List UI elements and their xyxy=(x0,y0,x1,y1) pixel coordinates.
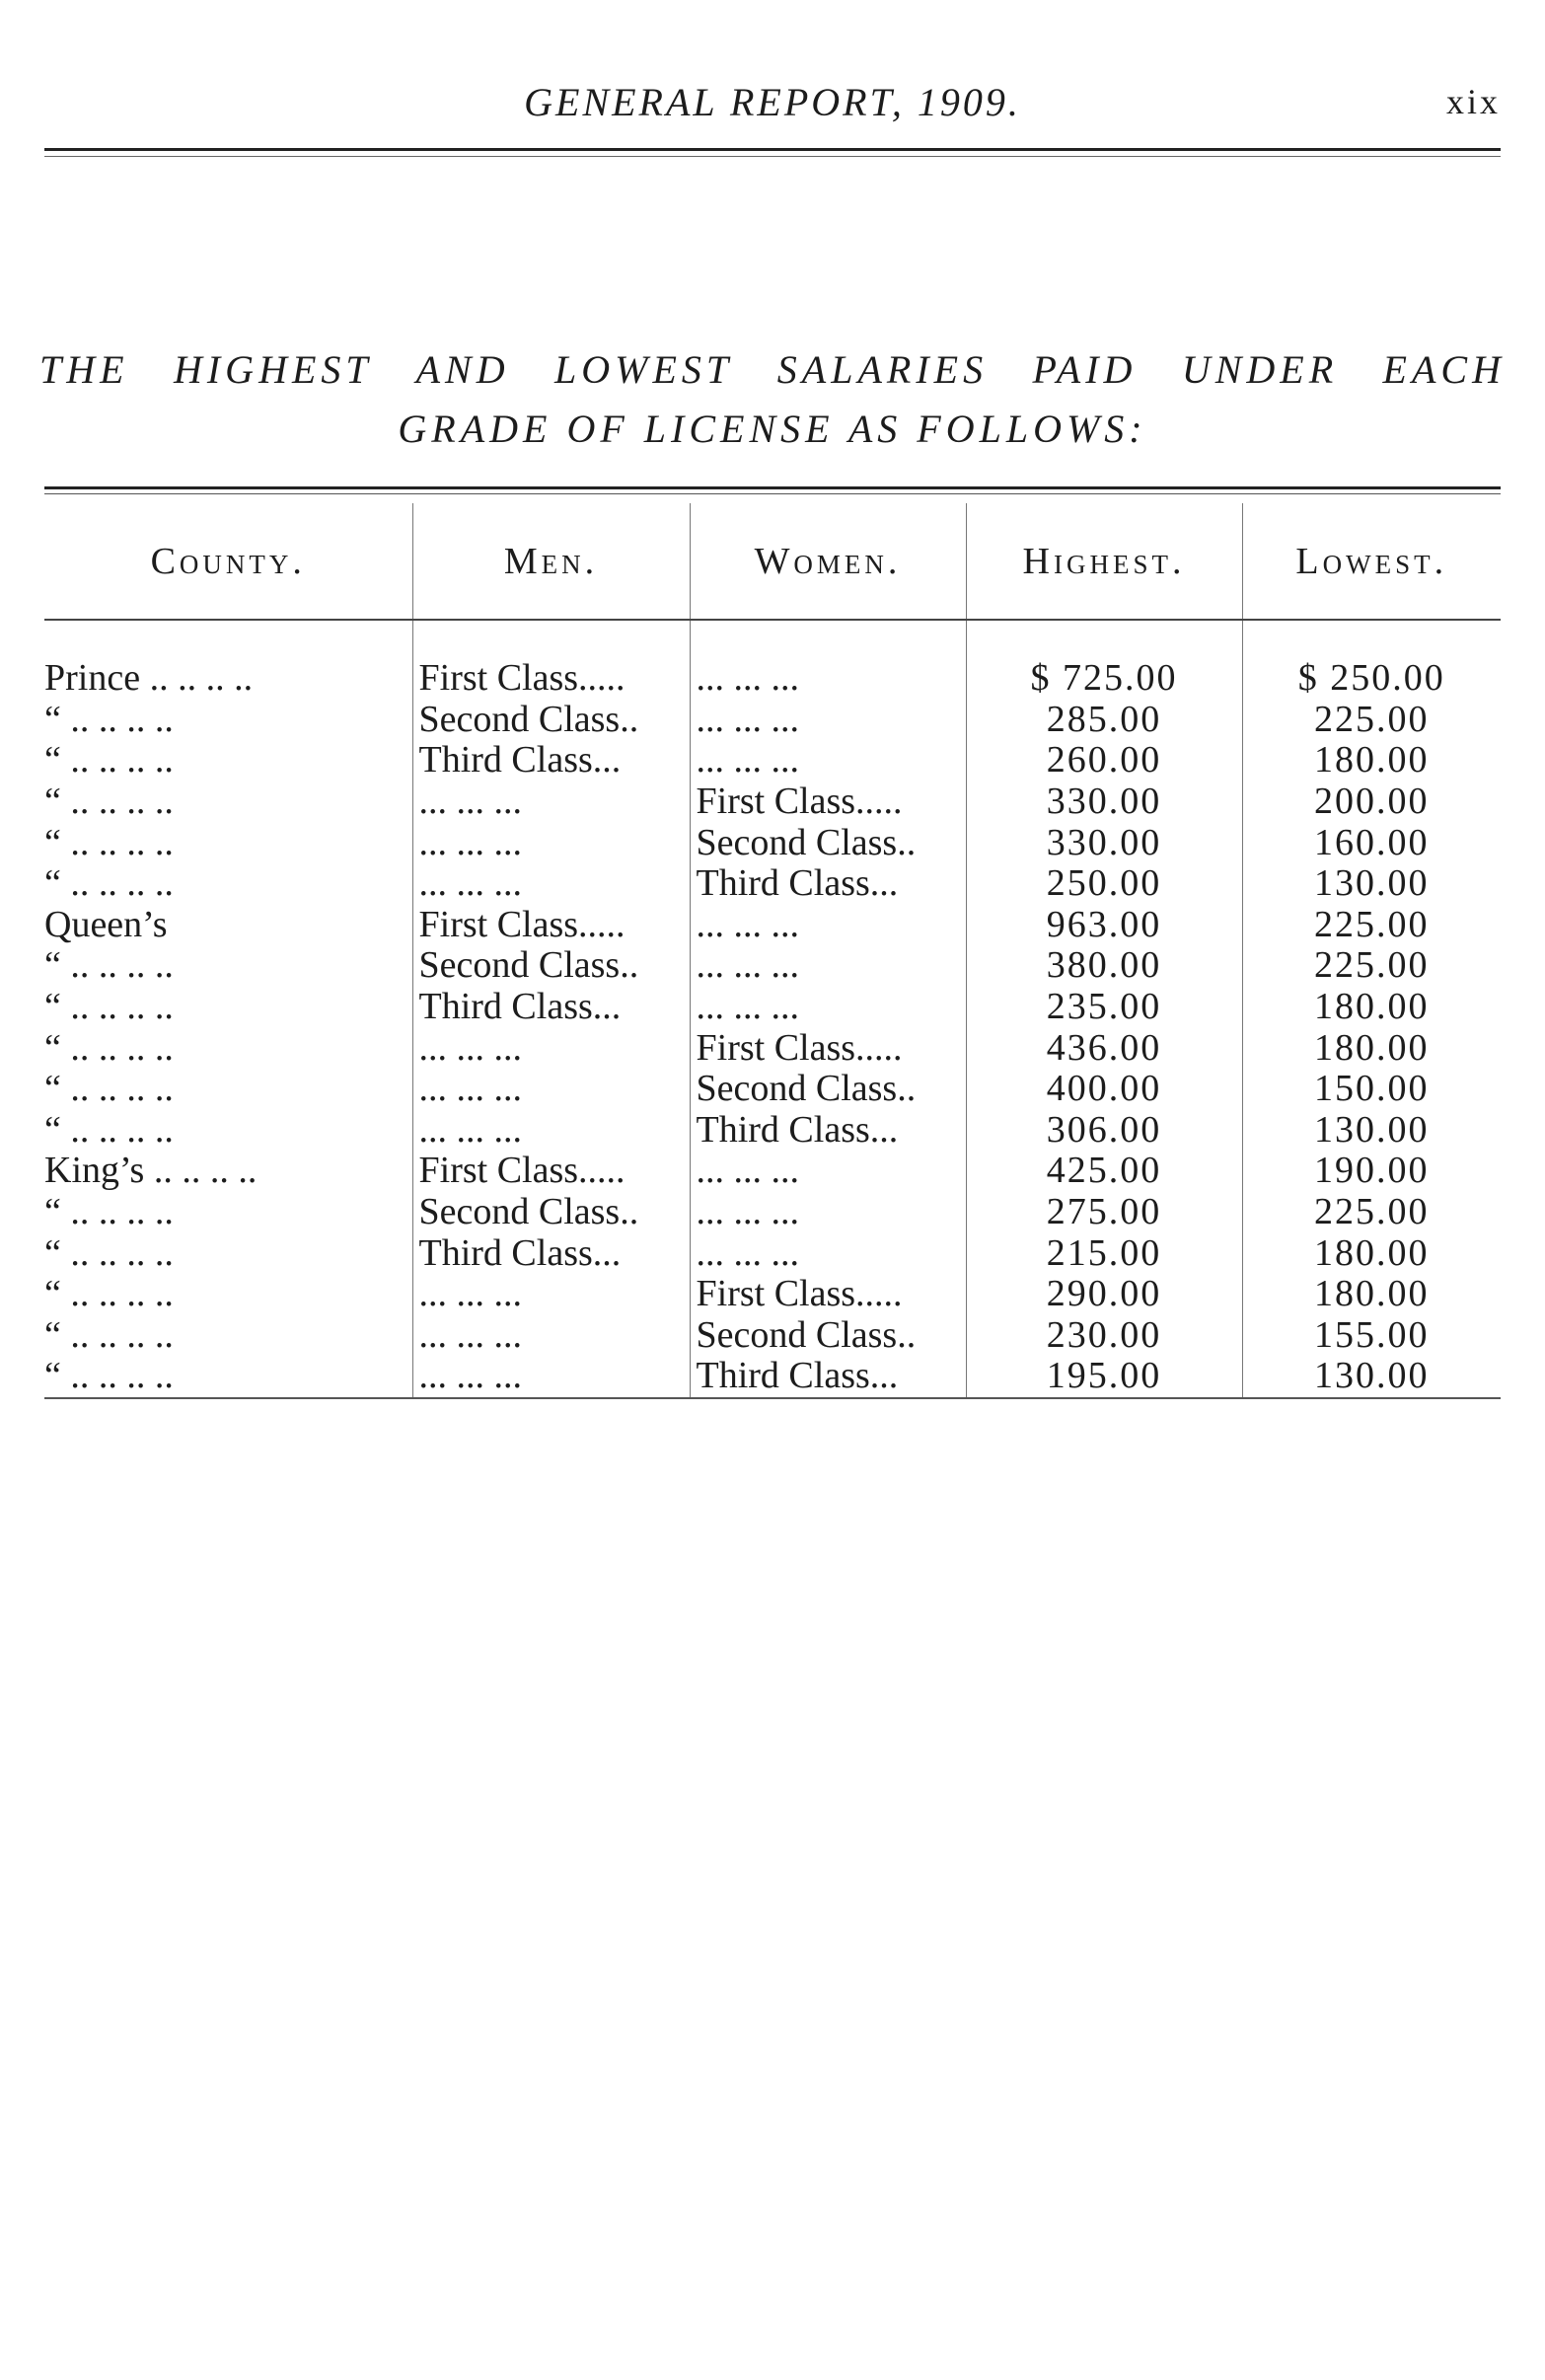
table-row xyxy=(44,700,1501,741)
women-cell: Third Class... xyxy=(690,1110,966,1152)
highest-cell: 380.00 xyxy=(966,945,1242,987)
lowest-cell: 130.00 xyxy=(1242,1110,1501,1152)
column-header-women: Women. xyxy=(690,503,966,620)
lowest-cell: 155.00 xyxy=(1242,1315,1501,1357)
county-cell: “ .. .. .. .. xyxy=(44,740,174,781)
men-cell: Second Class.. xyxy=(412,945,690,987)
county-cell: “ .. .. .. .. xyxy=(44,1273,174,1315)
highest-cell: 195.00 xyxy=(966,1356,1242,1398)
women-cell: Second Class.. xyxy=(690,1069,966,1110)
men-cell: Third Class... xyxy=(412,1232,690,1274)
highest-cell: 230.00 xyxy=(966,1315,1242,1357)
men-cell: ... ... ... xyxy=(412,781,690,823)
men-cell: ... ... ... xyxy=(412,822,690,863)
women-cell: ... ... ... xyxy=(690,1192,966,1233)
county-cell: “ .. .. .. .. xyxy=(44,1027,174,1069)
highest-cell: 400.00 xyxy=(966,1069,1242,1110)
men-cell: ... ... ... xyxy=(412,1069,690,1110)
highest-cell: 330.00 xyxy=(966,781,1242,823)
county-cell: “ .. .. .. .. xyxy=(44,1068,174,1110)
table-spacer-row xyxy=(44,620,1501,658)
men-cell: Second Class.. xyxy=(412,700,690,741)
highest-cell: 306.00 xyxy=(966,1110,1242,1152)
highest-cell: 425.00 xyxy=(966,1151,1242,1192)
county-cell: Queen’s xyxy=(44,904,168,945)
highest-cell: 330.00 xyxy=(966,822,1242,863)
men-cell: First Class..... xyxy=(412,658,690,700)
lowest-cell: 180.00 xyxy=(1242,1274,1501,1315)
men-cell: ... ... ... xyxy=(412,1356,690,1398)
highest-cell: 250.00 xyxy=(966,863,1242,905)
column-header-county: County. xyxy=(44,503,412,620)
lowest-cell: 180.00 xyxy=(1242,987,1501,1028)
county-cell: “ .. .. .. .. xyxy=(44,1191,174,1233)
table-row xyxy=(44,1069,1501,1110)
header-rule xyxy=(44,148,1501,151)
spacer-cell xyxy=(966,620,1242,658)
lowest-cell: 180.00 xyxy=(1242,740,1501,781)
table-row xyxy=(44,740,1501,781)
table-row xyxy=(44,822,1501,863)
county-cell: “ .. .. .. .. xyxy=(44,945,174,987)
women-cell: ... ... ... xyxy=(690,1232,966,1274)
table-title-line-2: GRADE OF LICENSE AS FOLLOWS: xyxy=(398,407,1147,451)
table-title-line-1: THE HIGHEST AND LOWEST SALARIES PAID UNDER EACH xyxy=(39,347,1506,392)
table-row xyxy=(44,1315,1501,1357)
women-cell: First Class..... xyxy=(690,1027,966,1069)
column-header-highest: Highest. xyxy=(966,503,1242,620)
spacer-cell xyxy=(44,620,412,658)
highest-cell: 285.00 xyxy=(966,700,1242,741)
column-header-men: Men. xyxy=(412,503,690,620)
spacer-cell xyxy=(412,620,690,658)
men-cell: ... ... ... xyxy=(412,1110,690,1152)
men-cell: Third Class... xyxy=(412,987,690,1028)
table-row xyxy=(44,1110,1501,1152)
table-row xyxy=(44,1151,1501,1192)
county-cell: King’s .. .. .. .. xyxy=(44,1151,258,1192)
table-row xyxy=(44,1356,1501,1398)
spacer-cell xyxy=(1242,620,1501,658)
salary-table xyxy=(44,503,1501,1399)
county-cell: “ .. .. .. .. xyxy=(44,1356,412,1398)
table-row xyxy=(44,781,1501,823)
column-header-lowest: Lowest. xyxy=(1242,503,1501,620)
men-cell: First Class..... xyxy=(412,905,690,946)
women-cell: First Class..... xyxy=(690,781,966,823)
lowest-cell: 190.00 xyxy=(1242,1151,1501,1192)
highest-cell: 290.00 xyxy=(966,1274,1242,1315)
highest-cell: 963.00 xyxy=(966,905,1242,946)
men-cell: Third Class... xyxy=(412,740,690,781)
women-cell: Second Class.. xyxy=(690,822,966,863)
women-cell: Third Class... xyxy=(690,1356,966,1398)
highest-cell: $ 725.00 xyxy=(966,658,1242,700)
county-cell: “ .. .. .. .. xyxy=(44,1232,174,1274)
county-cell: “ .. .. .. .. xyxy=(44,822,174,863)
lowest-cell: 130.00 xyxy=(1242,863,1501,905)
men-cell: ... ... ... xyxy=(412,863,690,905)
table-header-row xyxy=(44,503,1501,620)
lowest-cell: 225.00 xyxy=(1242,1192,1501,1233)
county-cell: “ .. .. .. .. xyxy=(44,1109,174,1151)
highest-cell: 275.00 xyxy=(966,1192,1242,1233)
lowest-cell: 160.00 xyxy=(1242,822,1501,863)
header-rule-thin xyxy=(44,156,1501,157)
women-cell: ... ... ... xyxy=(690,987,966,1028)
table-row xyxy=(44,1027,1501,1069)
page-number: xix xyxy=(1445,82,1501,121)
county-cell: “ .. .. .. .. xyxy=(44,1314,174,1356)
highest-cell: 436.00 xyxy=(966,1027,1242,1069)
table-row xyxy=(44,1274,1501,1315)
table-title xyxy=(39,340,1506,459)
highest-cell: 215.00 xyxy=(966,1232,1242,1274)
county-cell: Prince .. .. .. .. xyxy=(44,658,254,700)
page-header xyxy=(44,79,1501,128)
lowest-cell: 200.00 xyxy=(1242,781,1501,823)
women-cell: ... ... ... xyxy=(690,945,966,987)
lowest-cell: 225.00 xyxy=(1242,945,1501,987)
spacer-cell xyxy=(690,620,966,658)
women-cell: ... ... ... xyxy=(690,700,966,741)
table-row xyxy=(44,1232,1501,1274)
women-cell: Third Class... xyxy=(690,863,966,905)
county-cell: “ .. .. .. .. xyxy=(44,781,174,823)
women-cell: ... ... ... xyxy=(690,905,966,946)
county-cell: “ .. .. .. .. xyxy=(44,986,174,1028)
lowest-cell: 150.00 xyxy=(1242,1069,1501,1110)
men-cell: First Class..... xyxy=(412,1151,690,1192)
table-row xyxy=(44,987,1501,1028)
highest-cell: 235.00 xyxy=(966,987,1242,1028)
women-cell: ... ... ... xyxy=(690,658,966,700)
lowest-cell: 180.00 xyxy=(1242,1232,1501,1274)
table-row xyxy=(44,658,1501,700)
men-cell: ... ... ... xyxy=(412,1315,690,1357)
men-cell: ... ... ... xyxy=(412,1027,690,1069)
men-cell: Second Class.. xyxy=(412,1192,690,1233)
table-row xyxy=(44,945,1501,987)
county-cell: “ .. .. .. .. xyxy=(44,699,174,740)
men-cell: ... ... ... xyxy=(412,1274,690,1315)
county-cell: “ .. .. .. .. xyxy=(44,862,174,905)
women-cell: Second Class.. xyxy=(690,1315,966,1357)
highest-cell: 260.00 xyxy=(966,740,1242,781)
women-cell: First Class..... xyxy=(690,1274,966,1315)
women-cell: ... ... ... xyxy=(690,1151,966,1192)
lowest-cell: $ 250.00 xyxy=(1242,658,1501,700)
table-row xyxy=(44,863,1501,905)
lowest-cell: 225.00 xyxy=(1242,905,1501,946)
lowest-cell: 180.00 xyxy=(1242,1027,1501,1069)
lowest-cell: 130.00 xyxy=(1242,1356,1501,1398)
lowest-cell: 225.00 xyxy=(1242,700,1501,741)
women-cell: ... ... ... xyxy=(690,740,966,781)
table-top-rule xyxy=(44,486,1501,489)
table-top-rule-thin xyxy=(44,493,1501,494)
table-row xyxy=(44,905,1501,946)
running-head: GENERAL REPORT, 1909. xyxy=(524,80,1021,124)
table-row xyxy=(44,1192,1501,1233)
